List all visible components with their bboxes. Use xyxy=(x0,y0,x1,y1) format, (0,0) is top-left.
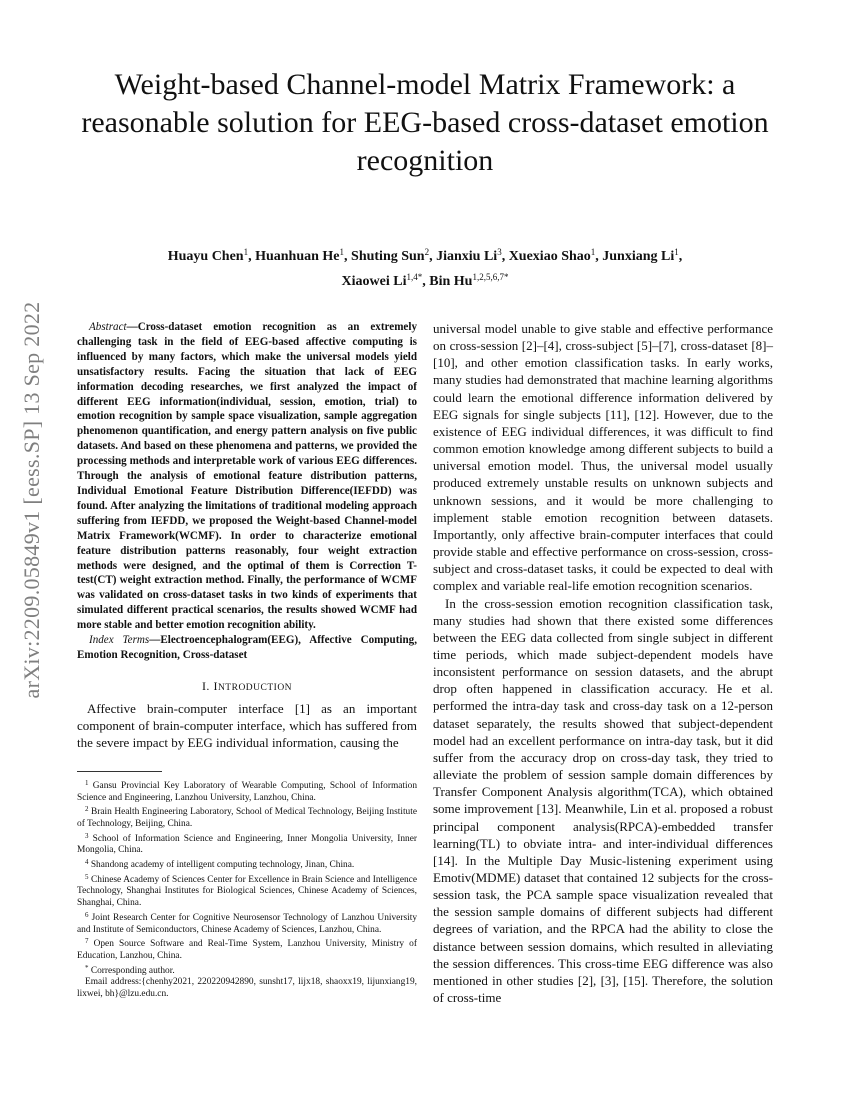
body-paragraph: In the cross-session emotion recognition classification task, many studies had shown that there existed some differences between the EEG data collected from single subject in different time periods, which made subject-dependent models have inconsistent performance on session datasets, and the abrupt drop often happened in classification accuracy. He et al. performed the intra-day task and cross-day task on a 12-person dataset separately, the results showed that subject-dependent model had an excellent performance on intra-day task, but it did suffer from the accuracy drop on cross-day task, they tried to alleviate the problem of session sample domain differences by Transfer Component Analysis algorithm(TCA), which obtained some improvement [13]. Meanwhile, Lin et al. proposed a robust principal component analysis(RPCA)-embedded transfer learning(TL) to obviate intra- and inter-individual differences [14]. In the Multiple Day Music-listening experiment using Emotiv(MDME) dataset that contained 12 subjects for the cross-session task, the PCA sample space visualization revealed that the session sample domains of different subjects had different degrees of variation, and the RPCA had the ability to close the distance between session domains, which resulted in alleviating the session differences. This cross-time EEG difference was also mentioned in other studies [2], [3], [15]. Therefore, the solution of cross-time xyxy=(433,595,773,1006)
left-column xyxy=(77,320,417,1001)
body-paragraph: universal model unable to give stable and effective performance on cross-session [2]–[4], cross-subject [5]–[7], cross-dataset [8]–[10], and other emotion classification tasks. In early works, many studies had demonstrated that machine learning algorithms could learn the emotional difference information delivered by EEG signals for single subjects [11], [12]. However, due to the existence of EEG individual differences, it was difficult to find common emotion knowledge among different subjects to build a universal emotion model. Thus, the universal model usually produced extremely unstable results on unknown subjects and unknown sessions, and it would be more challenging to implement stable emotion recognition between datasets. Importantly, only affective brain-computer interfaces that could provide stable and effective performance on cross-session, cross-subject and cross-dataset tasks, it could be expected to deal with complex and variable real-life emotion recognition scenarios. xyxy=(433,321,773,594)
author: Bin $Hu^{1,2,5,6,7*}$ xyxy=(429,272,509,289)
footnote: $^5$ Chinese Academy of Sciences Center for Excellence in Brain Science and Intelligence Technology, Shanghai Institutes for Biological Sciences, Chinese Academy of Sciences, Shanghai, China. xyxy=(77,872,417,909)
author: Jianxiu Li$^3$, xyxy=(436,247,509,264)
footnotes xyxy=(77,778,417,1001)
footnote: $^7$ Open Source Software and Real-Time System, Lanzhou University, Ministry of Education, Lanzhou, China. xyxy=(77,937,417,961)
footnote-email: Email address:{chenhy2021, 220220942890, sunsht17, lijx18, shaoxx19, lijunxiang19, lixwei, bh}@lzu.edu.cn. xyxy=(77,977,417,1000)
footnote-divider xyxy=(77,771,162,772)
footnote: $^4$ Shandong academy of intelligent computing technology, Jinan, China. xyxy=(85,858,355,871)
author: Xuexiao Shao$^1$, xyxy=(508,247,603,264)
author: Huayu Chen$^1$, xyxy=(167,247,256,264)
footnote: $^2$ Brain Health Engineering Laboratory, School of Medical Technology, Beijing Institute of Technology, Beijing, China. xyxy=(77,805,418,829)
paper-title: Weight-based Channel-model Matrix Framework: a reasonable solution for EEG-based cross-dataset emotion recognition xyxy=(81,68,769,177)
abstract-label: Abstract xyxy=(89,321,127,333)
footnote: $^3$ School of Information Science and Engineering, Inner Mongolia University, Inner Mongolia, China. xyxy=(77,831,417,856)
index-terms-text: —Electroencephalogram(EEG), Affective Computing, Emotion Recognition, Cross-dataset xyxy=(77,634,417,661)
abstract xyxy=(77,320,417,633)
intro-paragraph: Affective brain-computer interface [1] as an important component of brain-computer interface, which has suffered from the severe impact by EEG individual information, causing the xyxy=(77,700,417,750)
footnote: * Corresponding author. xyxy=(85,963,175,976)
section-heading-introduction: I. INTRODUCTION xyxy=(201,678,293,693)
abstract-text: —Cross-dataset emotion recognition as an extremely challenging task in the field of EEG-based affective computing is influenced by many factors, which make the universal models yield unsatisfactory results. Facing the situation that lack of EEG information decoding researches, we first analyzed the impact of different EEG information(individual, session, emotion, trial) to emotion recognition by sample space visualization, sample aggregation phenomenon quantification, and energy pattern analysis on five public datasets. And based on these phenomena and patterns, we provided the processing methods and interpretable work of various EEG differences. Through the analysis of emotional feature distribution patterns, Individual Emotional Feature Distribution Difference(IEFDD) was found. After analyzing the limitations of traditional modeling approach suffering from IEFDD, we proposed the Weight-based Channel-model Matrix Framework(WCMF). In order to characterize emotional feature distribution patterns reasonably, four weight extraction methods were designed, and the optimal of them is Correction T-test(CT) weight extraction method. Finally, the performance of WCMF was validated on cross-dataset tasks in two kinds of experiments that simulated different practical scenarios, the results showed WCMF had more stable and better emotion recognition ability. xyxy=(77,321,417,632)
author: Xiaowei $Li^{1,4*}$, xyxy=(341,272,430,289)
arxiv-sidebar-stamp xyxy=(4,290,60,710)
arxiv-identifier: arXiv:2209.05849v1 [eess.SP] 13 Sep 2022 xyxy=(19,301,44,699)
footnote: $^1$ Gansu Provincial Key Laboratory of Wearable Computing, School of Information Science and Engineering, Lanzhou University, Lanzhou, China. xyxy=(77,778,418,803)
index-terms xyxy=(77,633,417,663)
index-terms-label: Index Terms xyxy=(89,634,150,647)
author: Shuting Sun$^2$, xyxy=(351,247,437,264)
author: Huanhuan He$^1$, xyxy=(255,247,352,264)
author: Junxiang Li$^1$, xyxy=(602,247,683,264)
footnote: $^6$ Joint Research Center for Cognitive Neurosensor Technology of Lanzhou University and Institute of Semiconductors, Chinese Academy of Sciences, Lanzhou, China. xyxy=(77,910,418,935)
right-column xyxy=(433,320,773,1006)
author-list xyxy=(70,242,780,292)
